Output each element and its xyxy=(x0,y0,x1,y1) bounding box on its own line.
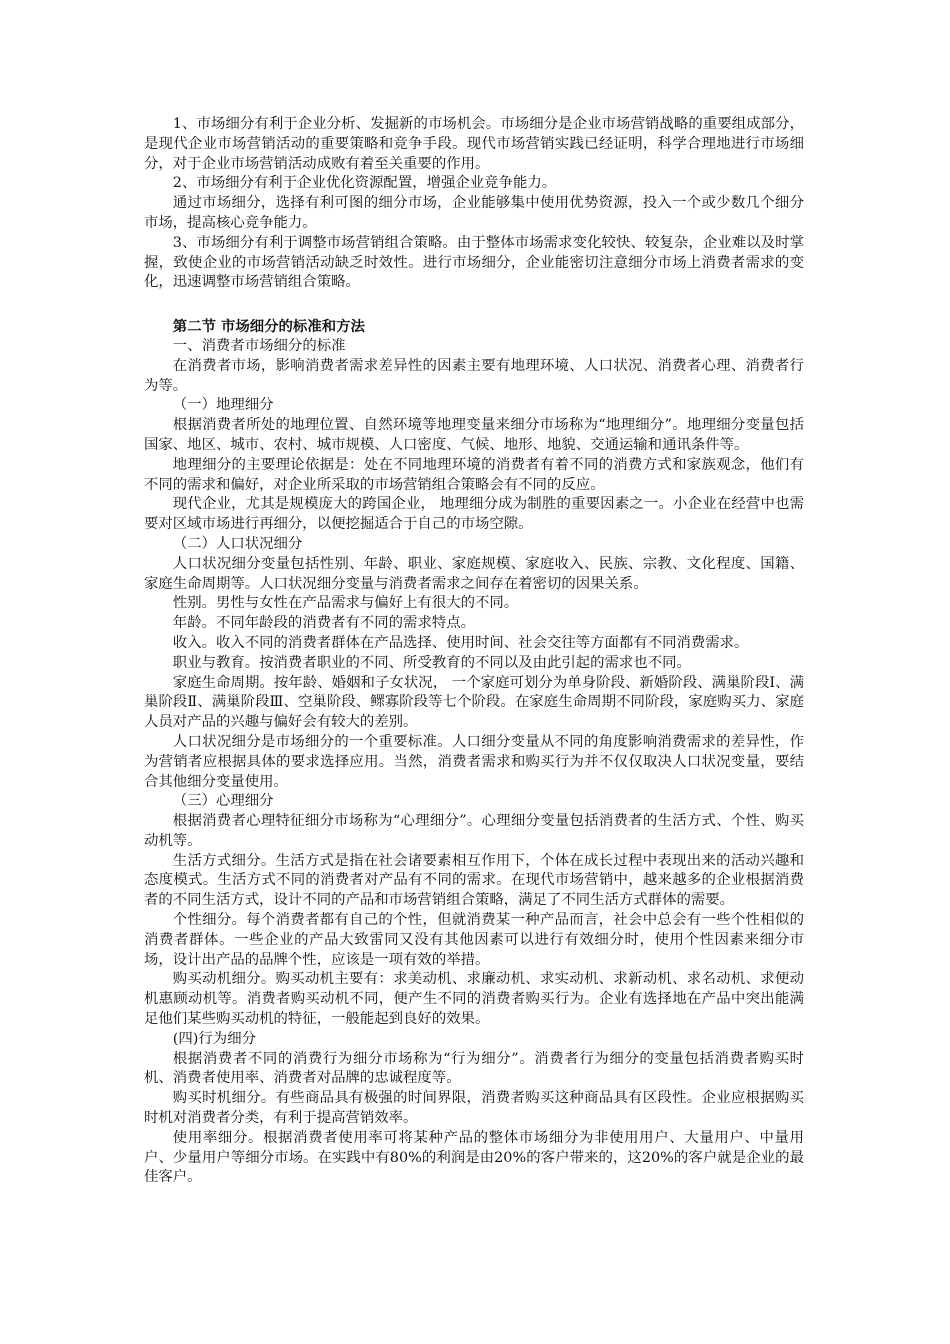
paragraph: 通过市场细分，选择有利可图的细分市场，企业能够集中使用优势资源，投入一个或少数几个细分市场，提高核心竞争能力。 xyxy=(144,195,804,231)
subheading: 一、消费者市场细分的标准 xyxy=(172,337,346,354)
paragraph: 性别。男性与女性在产品需求与偏好上有很大的不同。 xyxy=(172,595,519,612)
paragraph: 2、市场细分有利于企业优化资源配置，增强企业竞争能力。 xyxy=(172,175,557,192)
paragraph: 人口状况细分是市场细分的一个重要标准。人口细分变量从不同的角度影响消费需求的差异性，作为营销者应根据具体的要求选择应用。当然，消费者需求和购买行为并不仅仅取决人口状况变量，要结合其他细分变量使用。 xyxy=(144,733,804,790)
subheading: （三）心理细分 xyxy=(172,793,274,810)
paragraph: 3、市场细分有利于调整市场营销组合策略。由于整体市场需求变化较快、较复杂，企业难以及时掌握，致使企业的市场营销活动缺乏时效性。进行市场细分，企业能密切注意细分市场上消费者需求的变化，迅速调整市场营销组合策略。 xyxy=(144,234,804,291)
paragraph: 在消费者市场，影响消费者需求差异性的因素主要有地理环境、人口状况、消费者心理、消费者行为等。 xyxy=(144,357,804,394)
paragraph: 收入。收入不同的消费者群体在产品选择、使用时间、社会交往等方面都有不同消费需求。 xyxy=(172,634,749,651)
paragraph: 使用率细分。根据消费者使用率可将某种产品的整体市场细分为非使用用户、大量用户、中量用户、少量用户等细分市场。在实践中有80%的利润是由20%的客户带来的，这20%的客户就是企业的最佳客户。 xyxy=(144,1129,804,1186)
paragraph: 1、市场细分有利于企业分析、发掘新的市场机会。市场细分是企业市场营销战略的重要组成部分，是现代企业市场营销活动的重要策略和竞争手段。现代市场营销实践已经证明，科学合理地进行市场细分，对于企业市场营销活动成败有着至关重要的作用。 xyxy=(144,116,804,172)
paragraph: 根据消费者不同的消费行为细分市场称为“行为细分”。消费者行为细分的变量包括消费者购买时机、消费者使用率、消费者对品牌的忠诚程度等。 xyxy=(144,1050,804,1087)
paragraph: 个性细分。每个消费者都有自己的个性，但就消费某一种产品而言，社会中总会有一些个性相似的消费者群体。一些企业的产品大致雷同又没有其他因素可以进行有效细分时，使用个性因素来细分市场，设计出产品的品牌个性，应该是一项有效的举措。 xyxy=(144,912,804,968)
paragraph: 家庭生命周期。按年龄、婚姻和子女状况， 一个家庭可划分为单身阶段、新婚阶段、满巢阶段Ⅰ、满巢阶段Ⅱ、满巢阶段Ⅲ、空巢阶段、鳏寡阶段等七个阶段。在家庭生命周期不同阶段，家庭购买力、家庭人员对产品的兴趣与偏好会有较大的差别。 xyxy=(144,674,804,731)
subheading: （一）地理细分 xyxy=(172,397,274,414)
paragraph: 生活方式细分。生活方式是指在社会诸要素相互作用下，个体在成长过程中表现出来的活动兴趣和态度模式。生活方式不同的消费者对产品有不同的需求。在现代市场营销中，越来越多的企业根据消费者的不同生活方式，设计不同的产品和市场营销组合策略，满足了不同生活方式群体的需要。 xyxy=(144,852,804,909)
paragraph: 年龄。不同年龄段的消费者有不同的需求特点。 xyxy=(172,615,476,632)
paragraph: 人口状况细分变量包括性别、年龄、职业、家庭规模、家庭收入、民族、宗教、文化程度、国籍、家庭生命周期等。人口状况细分变量与消费者需求之间存在着密切的因果关系。 xyxy=(144,555,804,592)
section-spacer xyxy=(144,293,804,317)
paragraph: 现代企业，尤其是规模庞大的跨国企业， 地理细分成为制胜的重要因素之一。小企业在经营中也需要对区域市场进行再细分，以便挖掘适合于自己的市场空隙。 xyxy=(144,496,804,533)
paragraph: 根据消费者心理特征细分市场称为“心理细分”。心理细分变量包括消费者的生活方式、个性、购买动机等。 xyxy=(144,813,804,849)
section-heading: 第二节 市场细分的标准和方法 xyxy=(172,318,365,336)
paragraph: 购买动机细分。购买动机主要有：求美动机、求廉动机、求实动机、求新动机、求名动机、求便动机惠顾动机等。消费者购买动机不同，便产生不同的消费者购买行为。企业有选择地在产品中突出能满足他们某些购买动机的特征，一般能起到良好的效果。 xyxy=(144,971,804,1028)
paragraph: 地理细分的主要理论依据是：处在不同地理环境的消费者有着不同的消费方式和家族观念，他们有不同的需求和偏好，对企业所采取的市场营销组合策略会有不同的反应。 xyxy=(144,456,804,493)
paragraph: 根据消费者所处的地理位置、自然环境等地理变量来细分市场称为“地理细分”。地理细分变量包括国家、地区、城市、农村、城市规模、人口密度、气候、地形、地貌、交通运输和通讯条件等。 xyxy=(144,417,804,453)
subheading: (四)行为细分 xyxy=(172,1030,256,1047)
subheading: （二）人口状况细分 xyxy=(172,535,303,552)
paragraph: 职业与教育。按消费者职业的不同、所受教育的不同以及由此引起的需求也不同。 xyxy=(172,654,691,671)
document-page xyxy=(144,115,804,1188)
paragraph: 购买时机细分。有些商品具有极强的时间界限，消费者购买这种商品具有区段性。企业应根据购买时机对消费者分类，有利于提高营销效率。 xyxy=(144,1090,804,1127)
